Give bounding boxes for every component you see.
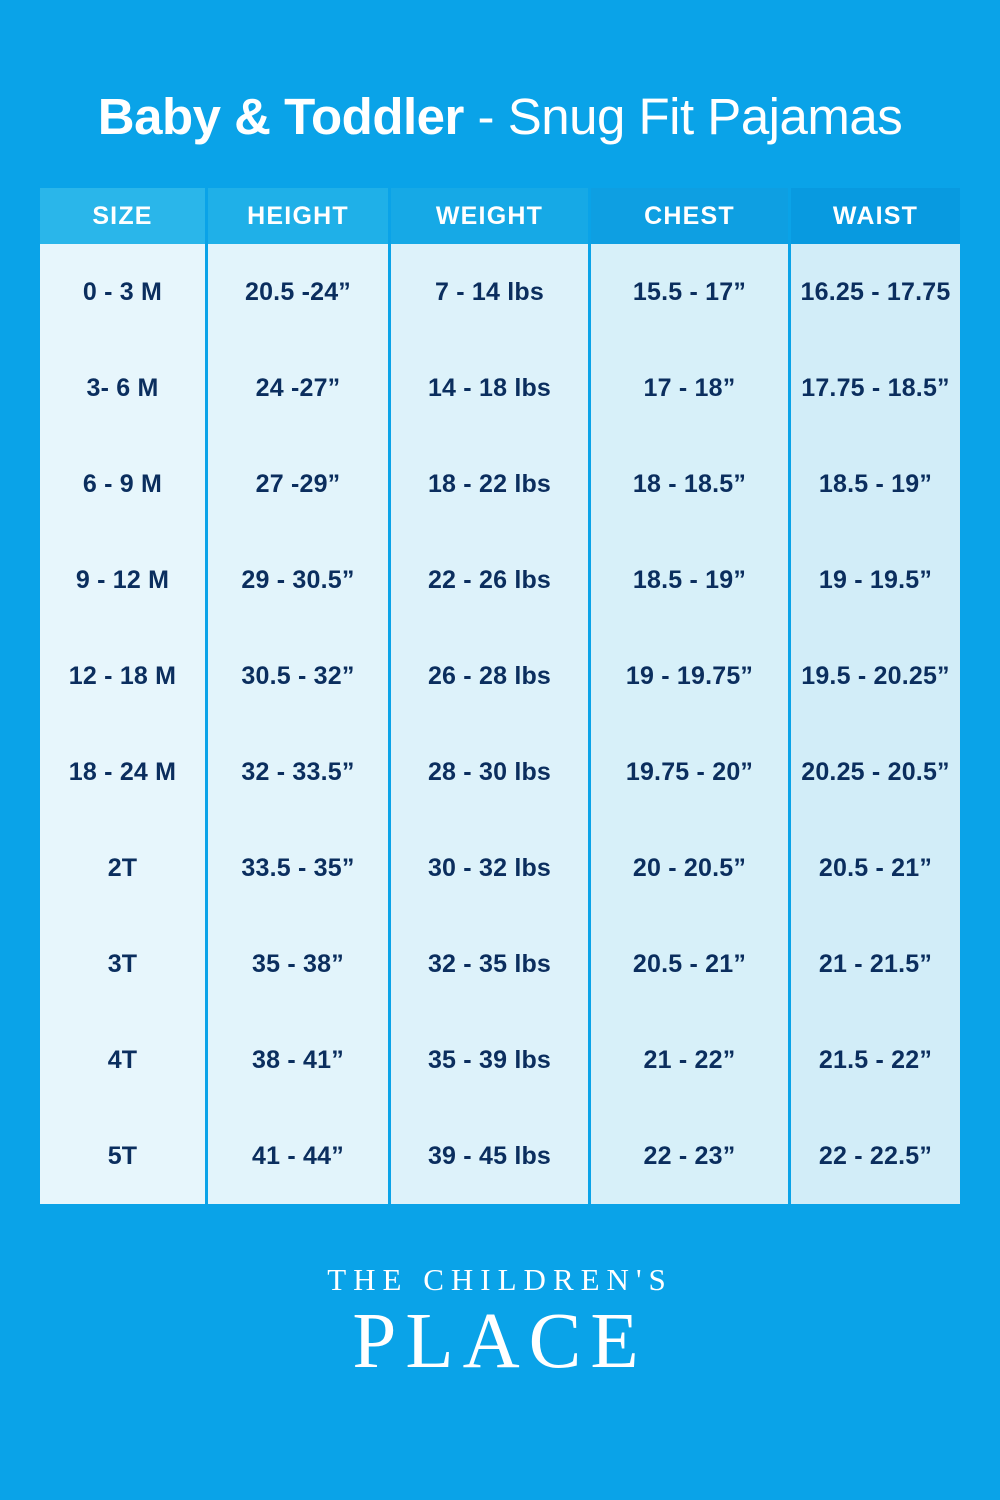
column-header-height: HEIGHT — [208, 188, 391, 244]
table-cell: 20.5 - 21” — [632, 949, 747, 978]
table-column-height — [208, 244, 391, 1204]
table-cell: 20.25 - 20.5” — [801, 757, 950, 786]
table-cell: 4T — [107, 1045, 138, 1074]
table-column-chest — [591, 244, 791, 1204]
table-cell: 15.5 - 17” — [632, 277, 747, 306]
table-cell: 2T — [107, 853, 138, 882]
table-cell: 5T — [107, 1141, 138, 1170]
table-cell: 17 - 18” — [643, 373, 736, 402]
table-cell: 30 - 32 lbs — [427, 853, 552, 882]
table-cell: 6 - 9 M — [82, 469, 163, 498]
table-cell: 32 - 35 lbs — [427, 949, 552, 978]
table-cell: 20.5 - 21” — [818, 853, 933, 882]
table-cell: 30.5 - 32” — [241, 661, 355, 690]
table-header-row — [40, 188, 960, 244]
table-cell: 0 - 3 M — [82, 277, 163, 306]
table-cell: 27 -29” — [255, 469, 341, 498]
table-cell: 22 - 22.5” — [818, 1141, 933, 1170]
table-cell: 18.5 - 19” — [818, 469, 933, 498]
table-cell: 19 - 19.5” — [818, 565, 933, 594]
table-cell: 9 - 12 M — [75, 565, 170, 594]
table-cell: 3T — [107, 949, 138, 978]
table-cell: 26 - 28 lbs — [427, 661, 552, 690]
table-cell: 18 - 24 M — [68, 757, 177, 786]
table-cell: 39 - 45 lbs — [427, 1141, 552, 1170]
table-cell: 20 - 20.5” — [632, 853, 747, 882]
column-header-weight: WEIGHT — [391, 188, 591, 244]
table-cell: 22 - 23” — [643, 1141, 736, 1170]
table-cell: 35 - 38” — [252, 949, 344, 978]
page-title-bold: Baby & Toddler — [97, 88, 464, 145]
table-cell: 33.5 - 35” — [241, 853, 355, 882]
table-cell: 35 - 39 lbs — [427, 1045, 552, 1074]
page-title — [30, 88, 970, 146]
table-cell: 21 - 21.5” — [818, 949, 933, 978]
table-cell: 16.25 - 17.75 — [800, 277, 951, 306]
table-cell: 19 - 19.75” — [625, 661, 754, 690]
table-cell: 3- 6 M — [86, 373, 159, 402]
table-body — [40, 244, 960, 1204]
table-cell: 28 - 30 lbs — [427, 757, 552, 786]
table-cell: 21.5 - 22” — [818, 1045, 933, 1074]
column-header-waist: WAIST — [791, 188, 960, 244]
table-cell: 19.75 - 20” — [625, 757, 754, 786]
table-cell: 18 - 18.5” — [632, 469, 747, 498]
table-cell: 7 - 14 lbs — [435, 277, 544, 306]
table-cell: 18.5 - 19” — [632, 565, 747, 594]
table-cell: 19.5 - 20.25” — [801, 661, 950, 690]
table-column-weight — [391, 244, 591, 1204]
table-cell: 18 - 22 lbs — [427, 469, 552, 498]
size-chart-table — [40, 188, 960, 1204]
table-column-waist — [791, 244, 960, 1204]
page-title-rest: - Snug Fit Pajamas — [463, 88, 903, 145]
table-cell: 24 -27” — [255, 373, 341, 402]
column-header-size: SIZE — [40, 188, 208, 244]
brand-logo — [327, 1262, 673, 1384]
table-cell: 12 - 18 M — [68, 661, 177, 690]
table-cell: 41 - 44” — [252, 1141, 344, 1170]
table-column-size — [40, 244, 208, 1204]
table-cell: 21 - 22” — [643, 1045, 736, 1074]
table-cell: 38 - 41” — [252, 1045, 344, 1074]
table-cell: 22 - 26 lbs — [427, 565, 552, 594]
table-cell: 29 - 30.5” — [241, 565, 355, 594]
table-cell: 17.75 - 18.5” — [801, 373, 950, 402]
brand-logo-line1: THE CHILDREN'S — [327, 1262, 673, 1297]
column-header-chest: CHEST — [591, 188, 791, 244]
brand-logo-line2: PLACE — [352, 1298, 648, 1385]
table-cell: 20.5 -24” — [244, 277, 352, 306]
table-cell: 14 - 18 lbs — [427, 373, 552, 402]
table-cell: 32 - 33.5” — [241, 757, 355, 786]
